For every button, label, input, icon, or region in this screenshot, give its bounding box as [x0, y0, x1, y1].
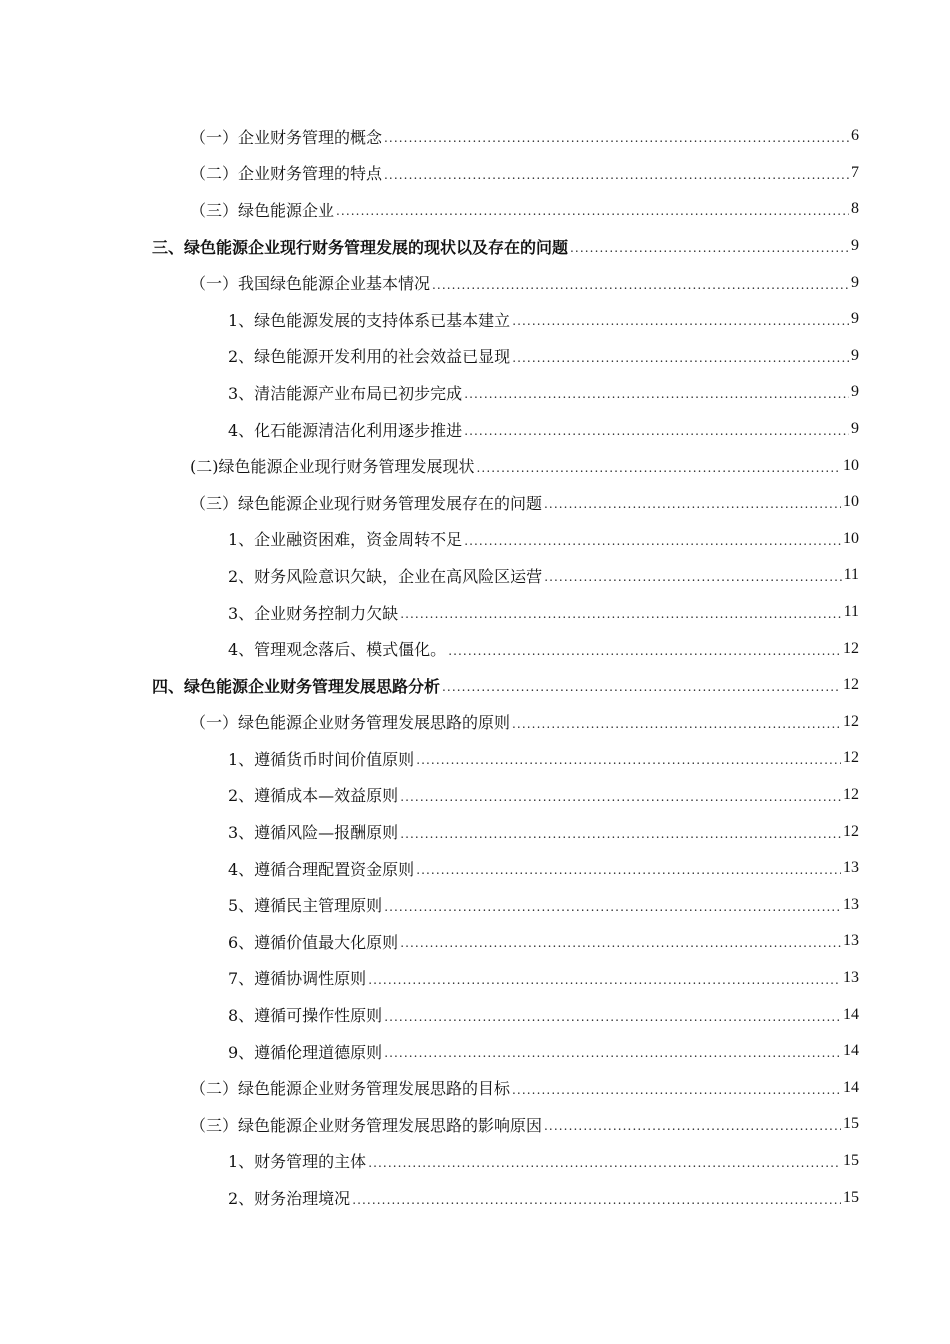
toc-entry[interactable]	[0, 594, 950, 631]
toc-entry-title: 3、遵循风险—报酬原则	[228, 823, 399, 843]
toc-dot-leader	[544, 566, 841, 586]
toc-dot-leader	[384, 896, 841, 916]
toc-dot-leader	[442, 676, 841, 696]
toc-entry-page-number: 9	[851, 310, 859, 328]
toc-entry[interactable]	[0, 228, 950, 265]
toc-dot-leader	[544, 1115, 841, 1135]
toc-entry-page-number: 12	[843, 676, 859, 694]
toc-dot-leader	[570, 237, 849, 257]
toc-entry-page-number: 11	[843, 603, 859, 621]
toc-entry-page-number: 12	[843, 785, 859, 803]
toc-dot-leader	[352, 1189, 841, 1209]
toc-dot-leader	[400, 603, 841, 623]
toc-entry-page-number: 13	[843, 859, 859, 877]
toc-entry-page-number: 14	[843, 1005, 859, 1023]
toc-entry-title: 1、绿色能源发展的支持体系已基本建立	[228, 310, 511, 330]
toc-dot-leader	[464, 420, 849, 440]
toc-entry-title: 1、遵循货币时间价值原则	[228, 749, 415, 769]
toc-entry-page-number: 9	[851, 273, 859, 291]
toc-entry-page-number: 14	[843, 1042, 859, 1060]
toc-dot-leader	[477, 457, 842, 477]
toc-entry[interactable]	[0, 411, 950, 448]
toc-dot-leader	[368, 969, 841, 989]
toc-dot-leader	[512, 347, 849, 367]
toc-entry-page-number: 11	[843, 566, 859, 584]
toc-entry-title: （三）绿色能源企业	[190, 200, 335, 220]
toc-entry[interactable]	[0, 374, 950, 411]
toc-entry[interactable]	[0, 1033, 950, 1070]
toc-entry-page-number: 12	[843, 712, 859, 730]
toc-dot-leader	[464, 383, 849, 403]
toc-entry[interactable]	[0, 484, 950, 521]
toc-entry-page-number: 9	[851, 420, 859, 438]
toc-entry-page-number: 10	[843, 529, 859, 547]
toc-dot-leader	[464, 530, 841, 550]
toc-entry[interactable]	[0, 630, 950, 667]
toc-entry-title: （三）绿色能源企业财务管理发展思路的影响原因	[190, 1115, 543, 1135]
toc-entry-page-number: 10	[843, 493, 859, 511]
toc-entry-title: 2、绿色能源开发利用的社会效益已显现	[228, 347, 511, 367]
toc-dot-leader	[368, 1152, 841, 1172]
toc-entry[interactable]	[0, 521, 950, 558]
toc-entry[interactable]	[0, 740, 950, 777]
toc-entry-page-number: 8	[851, 200, 859, 218]
toc-entry[interactable]	[0, 960, 950, 997]
toc-entry[interactable]	[0, 301, 950, 338]
toc-entry[interactable]	[0, 667, 950, 704]
table-of-contents	[0, 118, 950, 1216]
toc-entry-title: 四、绿色能源企业财务管理发展思路分析	[152, 676, 441, 696]
toc-entry-title: （二）企业财务管理的特点	[190, 164, 383, 184]
toc-entry-page-number: 13	[843, 895, 859, 913]
toc-entry[interactable]	[0, 850, 950, 887]
toc-dot-leader	[416, 749, 841, 769]
toc-entry[interactable]	[0, 557, 950, 594]
toc-entry-title: （三）绿色能源企业现行财务管理发展存在的问题	[190, 493, 543, 513]
toc-entry-title: 7、遵循协调性原则	[228, 969, 367, 989]
toc-entry[interactable]	[0, 118, 950, 155]
toc-entry-page-number: 15	[843, 1115, 859, 1133]
toc-entry[interactable]	[0, 813, 950, 850]
toc-entry-page-number: 14	[843, 1078, 859, 1096]
toc-entry-title: 2、财务风险意识欠缺，企业在高风险区运营	[228, 566, 543, 586]
toc-entry-title: 9、遵循伦理道德原则	[228, 1042, 383, 1062]
toc-dot-leader	[384, 1042, 841, 1062]
toc-entry[interactable]	[0, 1179, 950, 1216]
toc-dot-leader	[384, 164, 849, 184]
toc-entry-title: (二)绿色能源企业现行财务管理发展现状	[190, 457, 475, 477]
toc-entry-page-number: 7	[851, 163, 859, 181]
toc-entry-title: 3、企业财务控制力欠缺	[228, 603, 399, 623]
toc-entry-title: 8、遵循可操作性原则	[228, 1006, 383, 1026]
toc-entry-title: 三、绿色能源企业现行财务管理发展的现状以及存在的问题	[152, 237, 569, 257]
toc-dot-leader	[384, 1006, 841, 1026]
toc-dot-leader	[448, 640, 841, 660]
toc-entry[interactable]	[0, 1106, 950, 1143]
toc-entry-page-number: 12	[843, 639, 859, 657]
toc-entry[interactable]	[0, 996, 950, 1033]
toc-entry[interactable]	[0, 338, 950, 375]
toc-dot-leader	[384, 127, 849, 147]
toc-entry-title: （一）我国绿色能源企业基本情况	[190, 274, 431, 294]
toc-entry-page-number: 15	[843, 1188, 859, 1206]
toc-dot-leader	[512, 713, 841, 733]
toc-entry-page-number: 12	[843, 822, 859, 840]
toc-entry-title: （一）绿色能源企业财务管理发展思路的原则	[190, 713, 511, 733]
toc-entry-title: 1、企业融资困难，资金周转不足	[228, 530, 463, 550]
toc-entry-title: 4、管理观念落后、模式僵化。	[228, 640, 447, 660]
toc-entry[interactable]	[0, 886, 950, 923]
toc-entry-title: 2、遵循成本—效益原则	[228, 786, 399, 806]
toc-entry[interactable]	[0, 447, 950, 484]
toc-dot-leader	[432, 274, 849, 294]
toc-entry-title: 5、遵循民主管理原则	[228, 896, 383, 916]
toc-entry-page-number: 15	[843, 1151, 859, 1169]
toc-entry-page-number: 9	[851, 383, 859, 401]
toc-entry-page-number: 10	[843, 456, 859, 474]
toc-entry-title: 1、财务管理的主体	[228, 1152, 367, 1172]
toc-entry[interactable]	[0, 704, 950, 741]
toc-dot-leader	[544, 493, 841, 513]
toc-entry[interactable]	[0, 155, 950, 192]
toc-entry-page-number: 9	[851, 237, 859, 255]
toc-entry[interactable]	[0, 1143, 950, 1180]
toc-entry-page-number: 13	[843, 932, 859, 950]
toc-entry-title: 6、遵循价值最大化原则	[228, 932, 399, 952]
toc-entry-page-number: 13	[843, 968, 859, 986]
toc-entry-title: 4、化石能源清洁化利用逐步推进	[228, 420, 463, 440]
toc-entry[interactable]	[0, 777, 950, 814]
toc-entry-title: （二）绿色能源企业财务管理发展思路的目标	[190, 1079, 511, 1099]
toc-entry-page-number: 12	[843, 749, 859, 767]
toc-entry-page-number: 9	[851, 346, 859, 364]
toc-entry[interactable]	[0, 191, 950, 228]
toc-dot-leader	[400, 786, 841, 806]
toc-dot-leader	[400, 932, 841, 952]
toc-dot-leader	[400, 823, 841, 843]
toc-dot-leader	[336, 200, 849, 220]
toc-entry[interactable]	[0, 1069, 950, 1106]
toc-entry[interactable]	[0, 264, 950, 301]
toc-entry-title: 4、遵循合理配置资金原则	[228, 859, 415, 879]
toc-entry[interactable]	[0, 923, 950, 960]
toc-entry-title: （一）企业财务管理的概念	[190, 127, 383, 147]
toc-entry-title: 2、财务治理境况	[228, 1189, 351, 1209]
toc-entry-title: 3、清洁能源产业布局已初步完成	[228, 383, 463, 403]
toc-dot-leader	[512, 1079, 841, 1099]
toc-dot-leader	[512, 310, 849, 330]
toc-entry-page-number: 6	[851, 127, 859, 145]
toc-dot-leader	[416, 859, 841, 879]
